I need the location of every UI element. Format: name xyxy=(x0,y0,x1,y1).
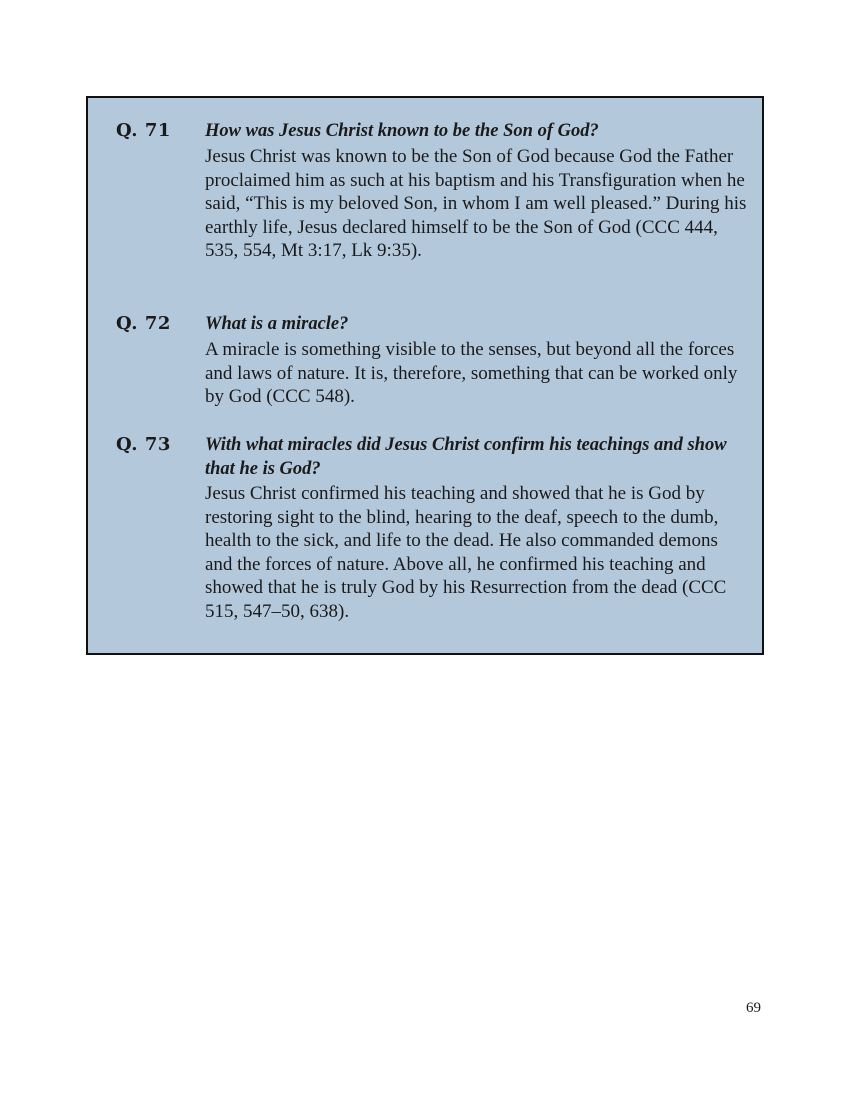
answer-text: Jesus Christ confirmed his teaching and showed that he is God by restoring sight to the blind, hearing to the deaf, speech to the dumb, health to the sick, and life to the dead. He also commanded demons and the forces of nature. Above all, he confirmed his teaching and showed that he is truly God by his Resurrection from the dead (CCC 515, 547–50, 638). xyxy=(205,483,727,622)
answer-text: A miracle is something visible to the senses, but beyond all the forces and laws of nature. It is, therefore, something that can be worked only by God (CCC 548). xyxy=(205,339,738,407)
question-number: Q. 73 xyxy=(116,434,171,455)
page-number: 69 xyxy=(746,1000,761,1016)
question-text: What is a miracle? xyxy=(205,314,349,334)
answer-text: Jesus Christ was known to be the Son of God because God the Father proclaimed him as such at his baptism and his Transfiguration when he said, “This is my beloved Son, in whom I am well pleased.” During his earthly life, Jesus declared himself to be the Son of God (CCC 444, 535, 554, Mt 3:17, Lk 9:35). xyxy=(205,146,747,261)
catechism-qa-box xyxy=(86,96,764,655)
question-text: With what miracles did Jesus Christ confirm his teachings and show that he is God? xyxy=(205,435,727,479)
question-number: Q. 71 xyxy=(116,120,171,141)
question-text: How was Jesus Christ known to be the Son of God? xyxy=(205,121,599,141)
question-number: Q. 72 xyxy=(116,313,171,334)
